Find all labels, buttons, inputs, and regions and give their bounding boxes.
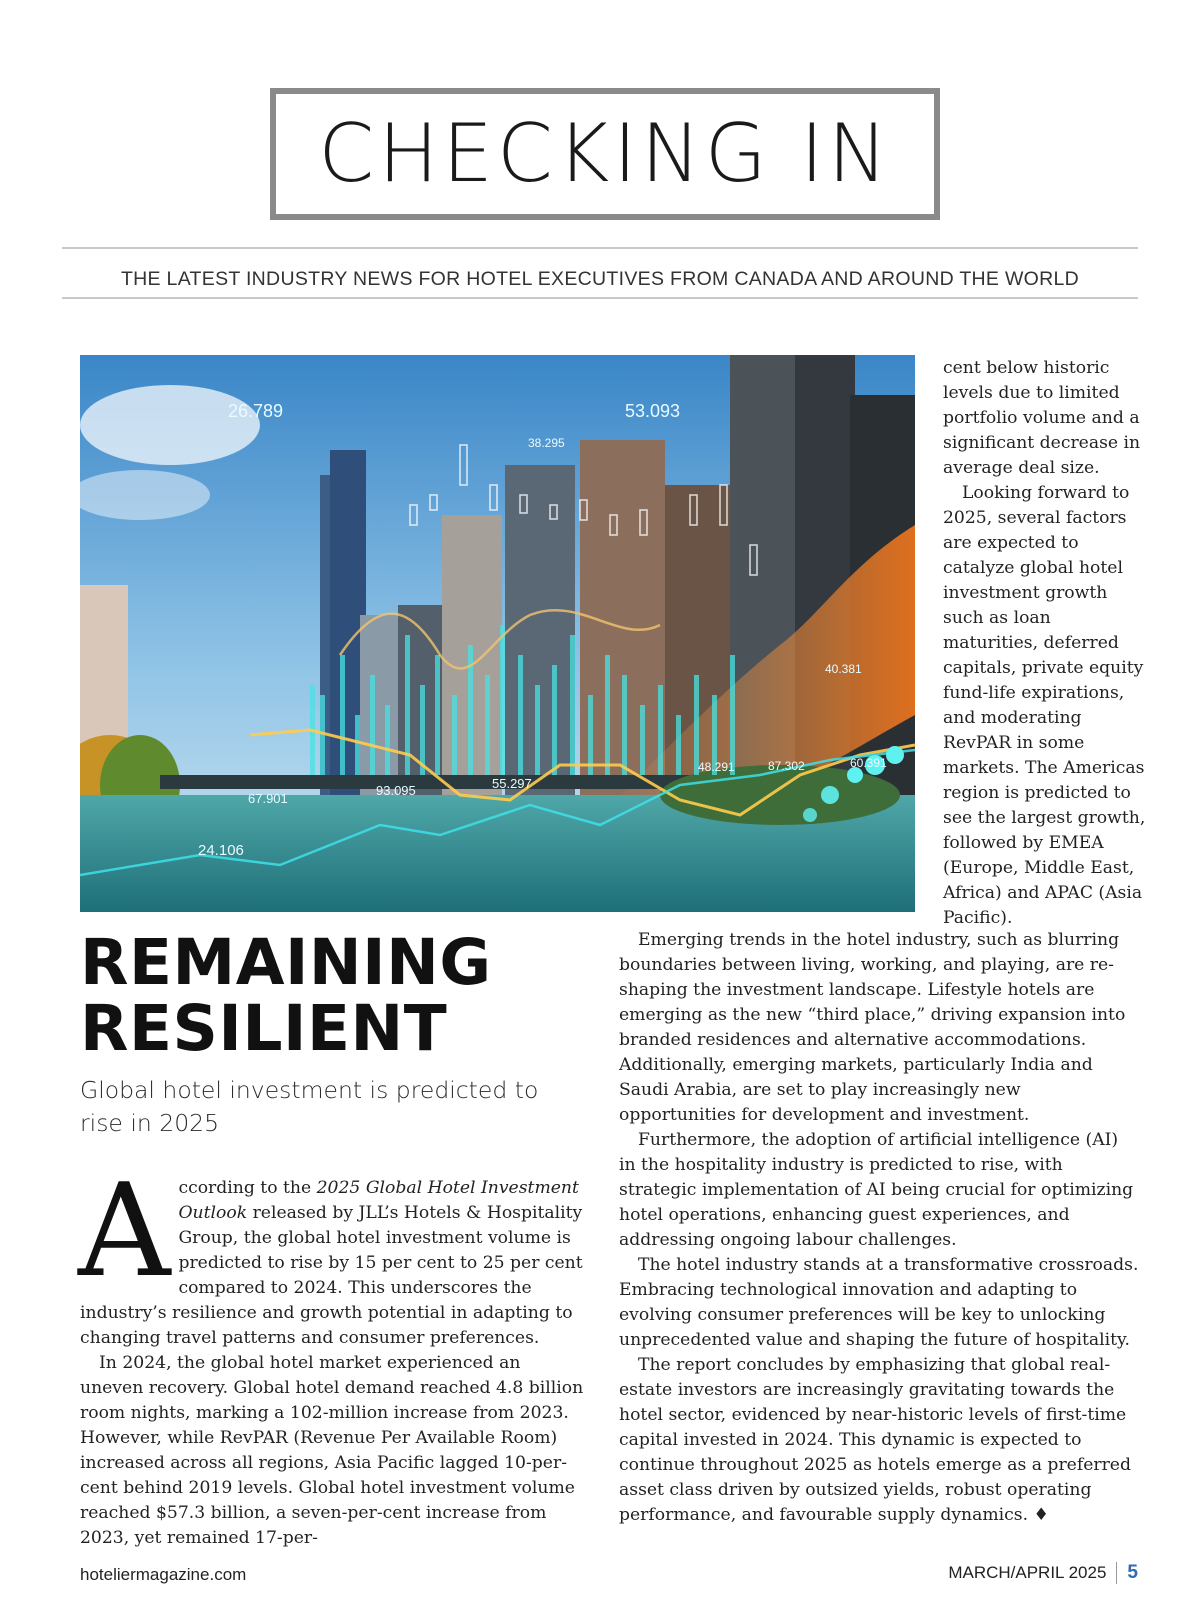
article-paragraph: The hotel industry stands at a transformative crossroads. Embracing technological innovation and adapting to evolving consumer preferences will be key to unlocking unprecedented value and shaping the future of hospitality.: [619, 1255, 1139, 1350]
hero-label: 53.093: [625, 401, 681, 421]
hero-label: 24.106: [198, 842, 244, 859]
tagline: THE LATEST INDUSTRY NEWS FOR HOTEL EXECUTIVES FROM CANADA AND AROUND THE WORLD: [120, 268, 1080, 290]
footer-website[interactable]: hoteliermagazine.com: [80, 1565, 247, 1584]
masthead-box: [270, 88, 940, 220]
hero-label: 26.789: [228, 401, 284, 421]
masthead-title: CHECKING IN: [318, 107, 892, 200]
hero-image: [80, 355, 915, 912]
top-rule: [62, 247, 1138, 249]
headline-line: REMAINING: [80, 926, 492, 999]
article-paragraph: According to the 2025 Global Hotel Investment Outlook released by JLL’s Hotels & Hospitality Group, the global hotel investment volume is predicted to rise by 15 per cent to 25 per cent compared to 2024. This underscores the industry’s resilience and growth potential in adapting to changing travel patterns and consumer preferences.: [78, 1157, 583, 1348]
article-column-top-right: [943, 356, 1148, 931]
article-paragraph: cent below historic levels due to limited portfolio volume and a significant decrease in average deal size.: [943, 358, 1141, 478]
hero-label: 40.381: [825, 662, 862, 676]
hero-label: 87.302: [768, 759, 805, 773]
article-paragraph: The report concludes by emphasizing that global real-estate investors are increasingly gravitating towards the hotel sector, evidenced by near-historic levels of first-time capital invested in 2024. This dynamic is expected to continue throughout 2025 as hotels emerge as a preferred asset class driven by outsized yields, robust operating performance, and favourable supply dynamics. ♦: [619, 1355, 1131, 1525]
headline-line: RESILIENT: [80, 992, 448, 1065]
article-paragraph: Looking forward to 2025, several factors are expected to catalyze global hotel investment growth such as loan maturities, deferred capitals, private equity fund-life expirations, and moderating RevPAR in some markets. The Americas region is predicted to see the largest growth, followed by EMEA (Europe, Middle East, Africa) and APAC (Asia Pacific).: [943, 483, 1146, 928]
hero-label: 55.297: [492, 776, 532, 791]
hero-label: 67.901: [248, 791, 288, 806]
page-number: 5: [1127, 1562, 1138, 1583]
hero-label: 60.391: [850, 756, 887, 770]
footer-divider: [1116, 1562, 1117, 1584]
article-column-right: [619, 928, 1139, 1528]
article-paragraph: Emerging trends in the hotel industry, such as blurring boundaries between living, working, and playing, are re-shaping the investment landscape. Lifestyle hotels are emerging as the new “third place,” driving expansion into branded residences and alternative accommodations. Additionally, emerging markets, particularly India and Saudi Arabia, are set to play increasingly new opportunities for development and investment.: [619, 930, 1126, 1125]
hero-label: 93.095: [376, 783, 416, 798]
article-headline: [80, 926, 600, 1065]
hero-label: 48.291: [698, 760, 735, 774]
article-paragraph: In 2024, the global hotel market experienced an uneven recovery. Global hotel demand reached 4.8 billion room nights, marking a 102-million increase from 2023. However, while RevPAR (Revenue Per Available Room) increased across all regions, Asia Pacific lagged 10-per-cent behind 2019 levels. Global hotel investment volume reached $57.3 billion, a seven-per-cent increase from 2023, yet remained 17-per-: [80, 1353, 584, 1548]
footer-issue-info: [948, 1562, 1138, 1584]
drop-cap: A: [78, 1157, 171, 1306]
article-subhead: Global hotel investment is predicted to rise in 2025: [80, 1076, 539, 1137]
footer-issue: MARCH/APRIL 2025: [948, 1563, 1107, 1582]
hero-label: 38.295: [528, 436, 565, 450]
report-title: 2025 Global Hotel Investment Outlook: [178, 1178, 579, 1223]
article-column-left: [78, 1157, 585, 1551]
article-paragraph: Furthermore, the adoption of artificial intelligence (AI) in the hospitality industry is predicted to rise, with strategic implementation of AI being crucial for optimizing hotel operations, enhancing guest experiences, and addressing ongoing labour challenges.: [619, 1130, 1134, 1250]
bottom-rule: [62, 297, 1138, 299]
